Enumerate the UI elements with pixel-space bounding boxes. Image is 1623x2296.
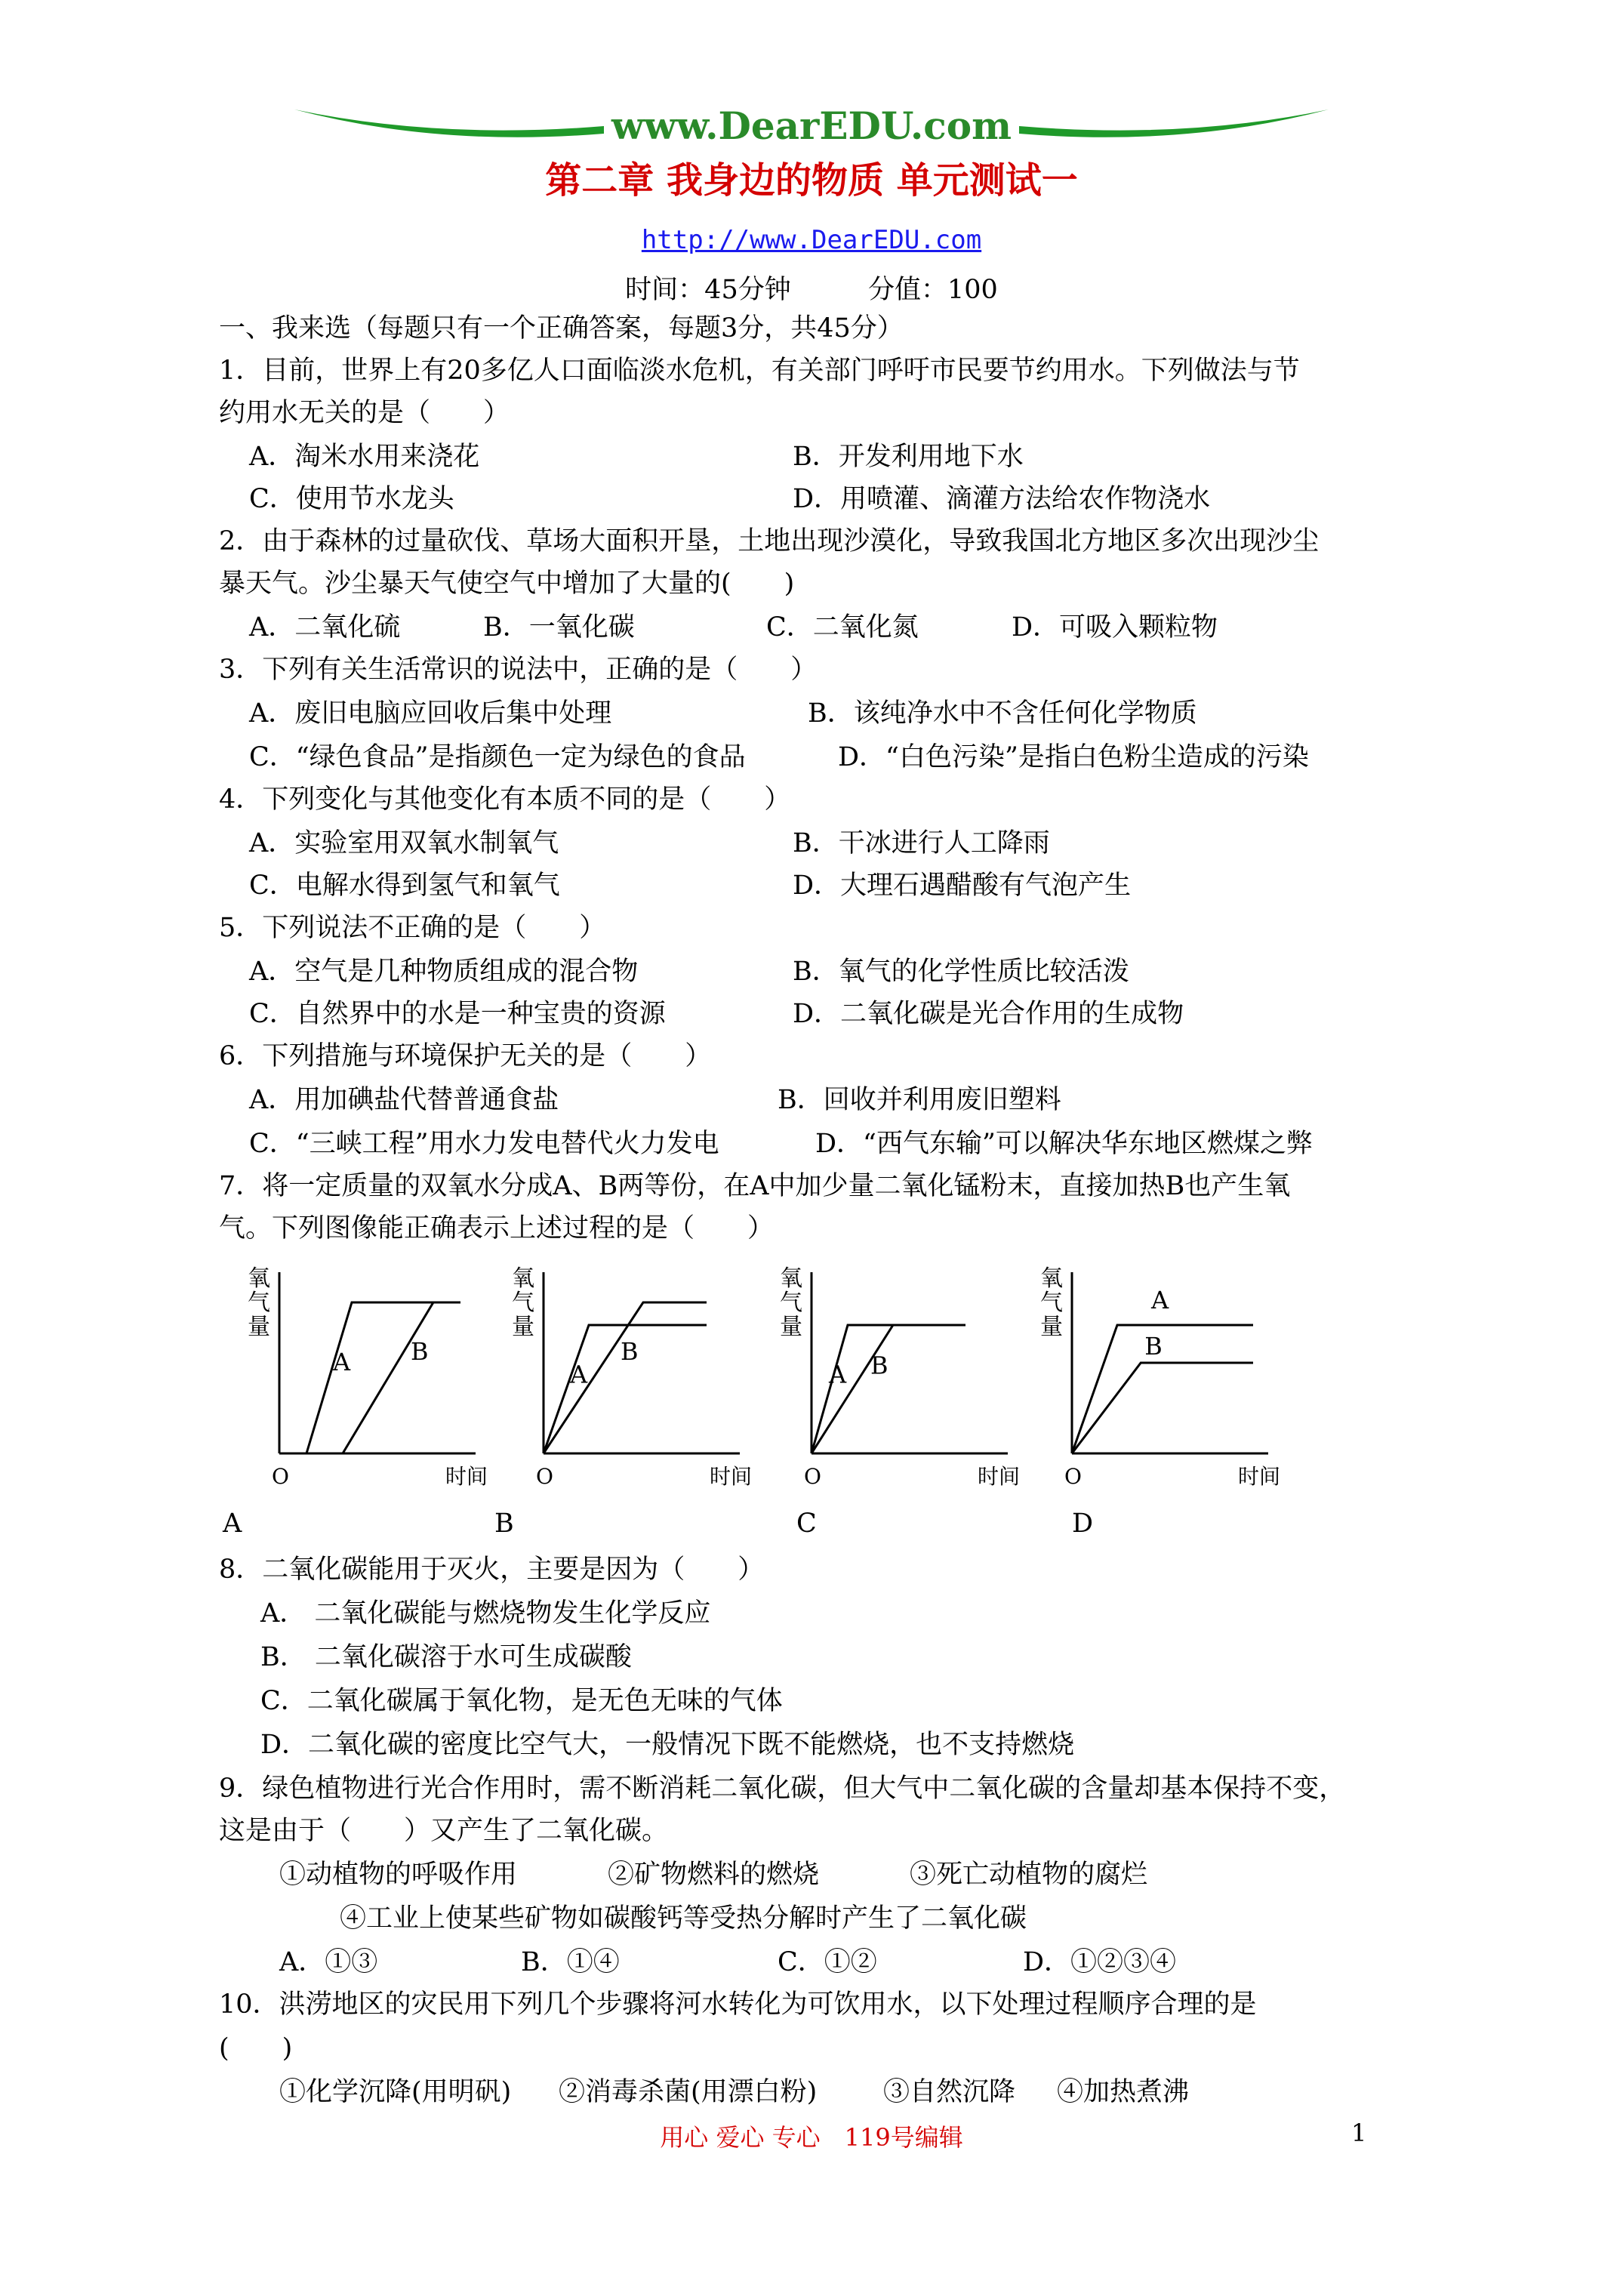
page-number: 1 xyxy=(1351,2119,1367,2147)
q4-option-c: C．电解水得到氢气和氧气 xyxy=(249,871,560,901)
q9-item-3: ③死亡动植物的腐烂 xyxy=(910,1860,1148,1890)
exam-meta xyxy=(0,269,1623,307)
y-axis-label: 气 xyxy=(780,1290,802,1316)
q6-option-c: C．“三峡工程”用水力发电替代火力发电 xyxy=(249,1129,719,1159)
chart-D xyxy=(1019,1257,1281,1506)
x-axis-label: 时间 xyxy=(710,1464,753,1489)
origin-label: O xyxy=(272,1464,289,1489)
q4-option-b: B．干冰进行人工降雨 xyxy=(793,828,1050,858)
q4-option-d: D．大理石遇醋酸有气泡产生 xyxy=(793,871,1132,901)
x-axis-label: 时间 xyxy=(978,1464,1021,1489)
site-link[interactable]: http://www.DearEDU.com xyxy=(641,225,982,255)
q1-option-c: C．使用节水龙头 xyxy=(249,484,454,514)
chart-option-A: A xyxy=(223,1509,242,1539)
q3-option-c: C．“绿色食品”是指颜色一定为绿色的食品 xyxy=(249,742,746,772)
q8-option-d: D．二氧化碳的密度比空气大，一般情况下既不能燃烧，也不支持燃烧 xyxy=(260,1730,1075,1760)
origin-label: O xyxy=(536,1464,553,1489)
series-line-A xyxy=(1072,1325,1253,1453)
q2-option-b: B．一氧化碳 xyxy=(483,612,635,643)
series-line-B xyxy=(343,1302,460,1453)
y-axis-label: 氧 xyxy=(512,1265,534,1292)
exam-time: 时间：45分钟 xyxy=(625,275,791,305)
q4-stem: 4．下列变化与其他变化有本质不同的是（ ） xyxy=(219,784,791,815)
q10-item-2: ②消毒杀菌(用漂白粉) xyxy=(559,2077,818,2107)
q3-option-b: B．该纯净水中不含任何化学物质 xyxy=(808,698,1197,729)
chart-option-C: C xyxy=(796,1509,817,1539)
q8-stem: 8．二氧化碳能用于灭火，主要是因为（ ） xyxy=(219,1555,765,1585)
q2-option-a: A．二氧化硫 xyxy=(249,612,401,643)
q10-stem-cont: ( ) xyxy=(219,2033,293,2063)
exam-score: 分值：100 xyxy=(868,275,998,305)
q1-stem: 1．目前，世界上有20多亿人口面临淡水危机，有关部门呼吁市民要节约用水。下列做法与节 xyxy=(219,356,1300,386)
q8-option-b: B． 二氧化碳溶于水可生成碳酸 xyxy=(260,1642,632,1672)
q10-stem: 10．洪涝地区的灾民用下列几个步骤将河水转化为可饮用水，以下处理过程顺序合理的是 xyxy=(219,1989,1257,2020)
q1-option-d: D．用喷灌、滴灌方法给农作物浇水 xyxy=(793,484,1211,514)
q9-item-2: ②矿物燃料的燃烧 xyxy=(608,1860,820,1890)
q8-option-a: A． 二氧化碳能与燃烧物发生化学反应 xyxy=(260,1598,711,1629)
chart-B xyxy=(491,1257,753,1506)
q5-option-a: A．空气是几种物质组成的混合物 xyxy=(249,957,639,987)
y-axis-label: 气 xyxy=(512,1290,534,1316)
q2-option-d: D．可吸入颗粒物 xyxy=(1012,612,1218,643)
q9-option-b: B．①④ xyxy=(521,1947,620,1977)
series-line-A xyxy=(306,1302,460,1453)
chart-option-D: D xyxy=(1072,1509,1094,1539)
q3-stem: 3．下列有关生活常识的说法中，正确的是（ ） xyxy=(219,655,818,685)
q10-item-1: ①化学沉降(用明矾) xyxy=(279,2077,512,2107)
y-axis-label: 量 xyxy=(248,1314,270,1340)
q1-option-a: A．淘米水用来浇花 xyxy=(249,442,480,472)
q1-stem-cont: 约用水无关的是（ ） xyxy=(219,398,510,428)
origin-label: O xyxy=(1064,1464,1082,1489)
q9-item-1: ①动植物的呼吸作用 xyxy=(279,1860,518,1890)
q2-stem-cont: 暴天气。沙尘暴天气使空气中增加了大量的( ) xyxy=(219,569,795,599)
q7-stem: 7．将一定质量的双氧水分成A、B两等份，在A中加少量二氧化锰粉末，直接加热B也产生氧 xyxy=(219,1171,1291,1201)
site-logo-text: www.DearEDU.com xyxy=(611,103,1012,148)
series-label-A: A xyxy=(829,1360,847,1389)
y-axis-label: 气 xyxy=(248,1290,270,1316)
page-footer: 用心 爱心 专心 119号编辑 xyxy=(660,2123,963,2152)
q8-option-c: C．二氧化碳属于氧化物，是无色无味的气体 xyxy=(260,1686,783,1716)
x-axis-label: 时间 xyxy=(1238,1464,1281,1489)
q3-option-a: A．废旧电脑应回收后集中处理 xyxy=(249,698,612,729)
q4-option-a: A．实验室用双氧水制氧气 xyxy=(249,828,559,858)
series-label-B: B xyxy=(411,1337,429,1366)
q6-option-a: A．用加碘盐代替普通食盐 xyxy=(249,1085,559,1115)
q9-option-c: C．①② xyxy=(778,1947,877,1977)
chart-C xyxy=(759,1257,1021,1506)
q5-option-d: D．二氧化碳是光合作用的生成物 xyxy=(793,999,1184,1029)
series-label-B: B xyxy=(870,1351,888,1380)
series-label-A: A xyxy=(333,1348,351,1376)
series-label-B: B xyxy=(621,1337,639,1366)
series-label-A: A xyxy=(1151,1286,1169,1314)
section-heading: 一、我来选（每题只有一个正确答案，每题3分，共45分） xyxy=(219,313,904,344)
x-axis-label: 时间 xyxy=(445,1464,488,1489)
q3-option-d: D．“白色污染”是指白色粉尘造成的污染 xyxy=(838,742,1309,772)
q5-option-b: B．氧气的化学性质比较活泼 xyxy=(793,957,1129,987)
series-label-A: A xyxy=(570,1360,588,1389)
q1-option-b: B．开发利用地下水 xyxy=(793,442,1024,472)
y-axis-label: 氧 xyxy=(1040,1265,1063,1292)
page-title: 第二章 我身边的物质 单元测试一 xyxy=(545,159,1078,202)
y-axis-label: 量 xyxy=(780,1314,802,1340)
q9-stem: 9．绿色植物进行光合作用时，需不断消耗二氧化碳，但大气中二氧化碳的含量却基本保持不变， xyxy=(219,1774,1346,1804)
q2-option-c: C．二氧化氮 xyxy=(766,612,919,643)
q6-option-d: D．“西气东输”可以解决华东地区燃煤之弊 xyxy=(815,1129,1313,1159)
q7-stem-cont: 气。下列图像能正确表示上述过程的是（ ） xyxy=(219,1213,775,1244)
series-line-B xyxy=(812,1325,893,1453)
y-axis-label: 氧 xyxy=(248,1265,270,1292)
y-axis-label: 气 xyxy=(1040,1290,1063,1316)
q5-stem: 5．下列说法不正确的是（ ） xyxy=(219,913,606,943)
q2-stem: 2．由于森林的过量砍伐、草场大面积开垦，土地出现沙漠化，导致我国北方地区多次出现沙尘 xyxy=(219,526,1320,556)
origin-label: O xyxy=(804,1464,821,1489)
q6-stem: 6．下列措施与环境保护无关的是（ ） xyxy=(219,1041,712,1071)
q5-option-c: C．自然界中的水是一种宝贵的资源 xyxy=(249,999,666,1029)
chart-option-B: B xyxy=(494,1509,514,1539)
q9-option-a: A．①③ xyxy=(279,1947,378,1977)
q9-option-d: D．①②③④ xyxy=(1023,1947,1177,1977)
series-line-A xyxy=(812,1325,965,1453)
y-axis-label: 量 xyxy=(1040,1314,1063,1340)
series-label-B: B xyxy=(1144,1332,1163,1361)
y-axis-label: 量 xyxy=(512,1314,534,1340)
q9-item-4: ④工业上使某些矿物如碳酸钙等受热分解时产生了二氧化碳 xyxy=(340,1903,1027,1934)
y-axis-label: 氧 xyxy=(780,1265,802,1292)
q6-option-b: B．回收并利用废旧塑料 xyxy=(778,1085,1061,1115)
q9-stem-cont: 这是由于（ ）又产生了二氧化碳。 xyxy=(219,1816,669,1846)
chart-A xyxy=(226,1257,488,1506)
q10-item-3: ③自然沉降 xyxy=(883,2077,1016,2107)
q10-item-4: ④加热煮沸 xyxy=(1057,2077,1190,2107)
